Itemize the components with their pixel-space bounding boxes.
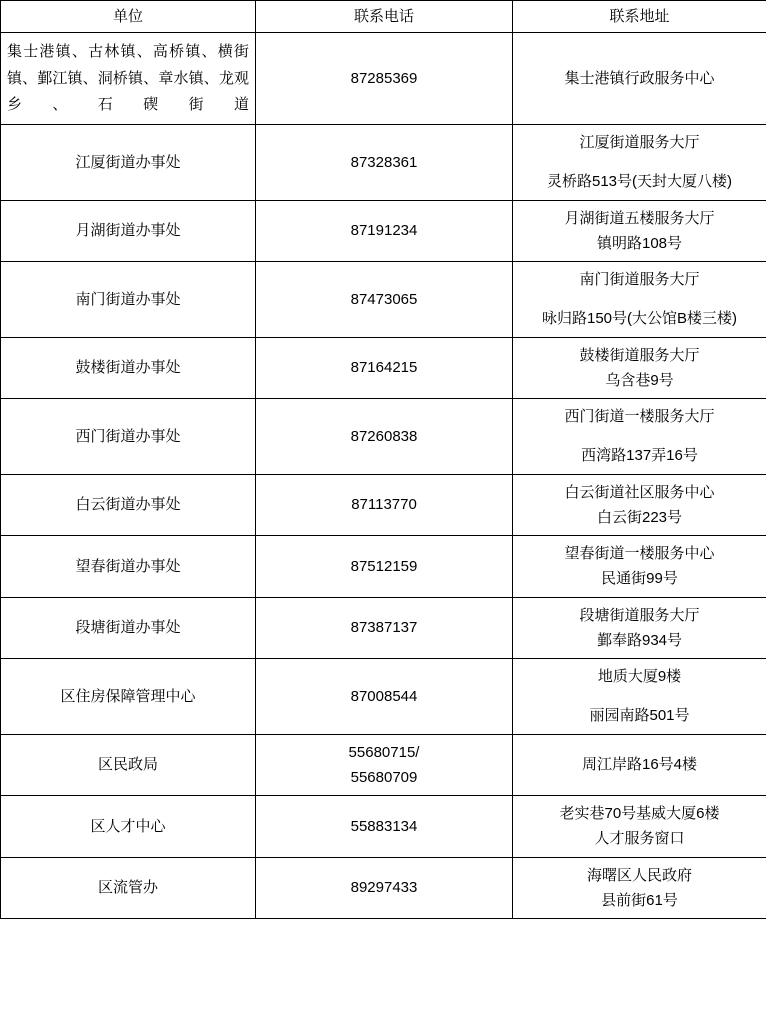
unit-line: 集士港镇、古林镇、高桥镇、横街镇、鄞江镇、洞桥镇、章水镇、龙观乡、石碶街道 [7, 43, 249, 113]
unit-line: 区住房保障管理中心 [60, 687, 196, 705]
cell-unit [1, 734, 256, 796]
address-line: 乌含巷9号 [605, 371, 674, 389]
unit-lines [9, 685, 247, 708]
unit-lines [9, 356, 247, 379]
phone-number: 87512159 [350, 557, 418, 575]
phone-lines [264, 151, 504, 174]
cell-phone [256, 536, 513, 598]
column-header-address: 联系地址 [513, 1, 766, 33]
address-line: 望春街道一楼服务中心 [564, 545, 715, 562]
phone-lines [264, 876, 504, 899]
phone-lines [264, 288, 504, 311]
unit-line: 西门街道办事处 [75, 427, 181, 445]
phone-lines [264, 685, 504, 708]
cell-phone [256, 857, 513, 919]
cell-phone [256, 399, 513, 475]
cell-unit [1, 337, 256, 399]
table-body [1, 33, 766, 919]
address-line: 西湾路137弄16号 [581, 447, 698, 465]
cell-unit [1, 597, 256, 659]
phone-number: 87387137 [350, 619, 418, 637]
phone-number: 87008544 [350, 687, 418, 705]
address-lines [521, 131, 758, 194]
phone-number: 87285369 [350, 70, 418, 87]
unit-line: 望春街道办事处 [75, 557, 181, 575]
address-line: 民通街99号 [601, 570, 678, 588]
cell-phone [256, 262, 513, 338]
address-line: 周江岸路16号4楼 [581, 756, 698, 774]
address-lines [521, 753, 758, 776]
cell-phone [256, 474, 513, 536]
phone-number: 87113770 [351, 496, 417, 514]
address-line: 丽园南路501号 [589, 707, 690, 725]
cell-phone [256, 337, 513, 399]
unit-lines [9, 219, 247, 242]
phone-lines [264, 555, 504, 578]
phone-number: 87328361 [350, 153, 418, 171]
table-row [1, 262, 766, 338]
phone-lines [264, 616, 504, 639]
phone-number: 55883134 [350, 817, 418, 835]
table-row [1, 399, 766, 475]
unit-line: 南门街道办事处 [75, 290, 181, 308]
table-row [1, 659, 766, 735]
cell-address [513, 659, 766, 735]
cell-unit [1, 200, 256, 262]
cell-phone [256, 125, 513, 201]
address-line: 西门街道一楼服务大厅 [564, 408, 715, 425]
address-line: 海曙区人民政府 [586, 866, 692, 884]
cell-unit [1, 399, 256, 475]
address-line: 月湖街道五楼服务大厅 [564, 209, 715, 227]
address-lines [521, 604, 758, 653]
cell-address [513, 262, 766, 338]
unit-lines [9, 425, 247, 448]
address-lines [521, 207, 758, 256]
cell-unit [1, 659, 256, 735]
phone-number: 87473065 [350, 290, 418, 308]
address-lines [521, 344, 758, 393]
address-line: 江厦街道服务大厅 [579, 134, 700, 151]
table-row [1, 734, 766, 796]
cell-unit [1, 33, 256, 125]
phone-lines [264, 741, 504, 790]
cell-address [513, 337, 766, 399]
address-lines [521, 67, 758, 90]
address-line: 灵桥路513号(天封大厦八楼) [546, 173, 733, 191]
unit-line: 白云街道办事处 [75, 496, 181, 514]
unit-line: 月湖街道办事处 [75, 222, 181, 240]
cell-address [513, 125, 766, 201]
table-header [1, 1, 766, 33]
address-line: 人才服务窗口 [594, 830, 685, 848]
phone-lines [264, 425, 504, 448]
phone-lines [264, 219, 504, 242]
table-row [1, 597, 766, 659]
cell-address [513, 33, 766, 125]
table-row [1, 125, 766, 201]
address-line: 鼓楼街道服务大厅 [579, 346, 700, 364]
table-header-row [1, 1, 766, 33]
cell-unit [1, 536, 256, 598]
unit-line: 区流管办 [97, 879, 158, 897]
unit-lines [9, 876, 247, 899]
phone-lines [264, 67, 504, 90]
cell-address [513, 857, 766, 919]
phone-lines [264, 815, 504, 838]
column-header-phone: 联系电话 [256, 1, 513, 33]
cell-address [513, 399, 766, 475]
unit-lines [9, 555, 247, 578]
address-line: 白云街223号 [596, 508, 683, 526]
address-line: 白云街道社区服务中心 [564, 483, 715, 501]
phone-number: 55680709 [350, 768, 418, 786]
unit-line: 江厦街道办事处 [75, 153, 181, 171]
table-row [1, 474, 766, 536]
cell-address [513, 734, 766, 796]
address-lines [521, 542, 758, 591]
cell-address [513, 796, 766, 858]
column-header-unit: 单位 [1, 1, 256, 33]
cell-address [513, 597, 766, 659]
unit-line: 段塘街道办事处 [75, 619, 181, 637]
cell-phone [256, 796, 513, 858]
unit-lines [9, 815, 247, 838]
unit-line: 区人才中心 [90, 817, 166, 835]
address-line: 老实巷70号基威大厦6楼 [559, 805, 720, 822]
phone-number: 55680715/ [348, 743, 420, 761]
phone-lines [264, 356, 504, 379]
address-line: 县前街61号 [601, 891, 678, 909]
table-row [1, 337, 766, 399]
unit-lines [9, 753, 247, 776]
address-line: 鄞奉路934号 [596, 631, 683, 649]
table-row [1, 33, 766, 125]
address-line: 地质大厦9楼 [597, 668, 682, 685]
address-line: 集士港镇行政服务中心 [564, 70, 715, 87]
address-line: 段塘街道服务大厅 [579, 606, 700, 624]
cell-phone [256, 734, 513, 796]
cell-phone [256, 33, 513, 125]
cell-address [513, 536, 766, 598]
unit-lines [9, 493, 247, 516]
cell-address [513, 474, 766, 536]
phone-number: 87191234 [350, 222, 418, 240]
cell-phone [256, 659, 513, 735]
address-line: 南门街道服务大厅 [579, 271, 700, 288]
cell-phone [256, 597, 513, 659]
cell-unit [1, 262, 256, 338]
table-row [1, 200, 766, 262]
cell-unit [1, 796, 256, 858]
cell-address [513, 200, 766, 262]
address-lines [521, 665, 758, 728]
cell-unit [1, 125, 256, 201]
address-lines [521, 481, 758, 530]
unit-lines [9, 288, 247, 311]
phone-number: 87260838 [350, 427, 418, 445]
address-line: 镇明路108号 [596, 234, 683, 252]
cell-unit [1, 474, 256, 536]
unit-line: 鼓楼街道办事处 [75, 359, 181, 377]
address-lines [521, 268, 758, 331]
table-row [1, 536, 766, 598]
table-row [1, 796, 766, 858]
phone-lines [264, 493, 504, 516]
unit-line: 区民政局 [97, 756, 158, 774]
cell-phone [256, 200, 513, 262]
address-lines [521, 864, 758, 913]
unit-lines [9, 151, 247, 174]
cell-unit [1, 857, 256, 919]
phone-number: 87164215 [350, 359, 418, 377]
table-row [1, 857, 766, 919]
address-line: 咏归路150号(大公馆B楼三楼) [541, 310, 738, 328]
address-lines [521, 802, 758, 851]
unit-lines [7, 39, 249, 118]
address-lines [521, 405, 758, 468]
phone-number: 89297433 [350, 879, 418, 897]
unit-lines [9, 616, 247, 639]
